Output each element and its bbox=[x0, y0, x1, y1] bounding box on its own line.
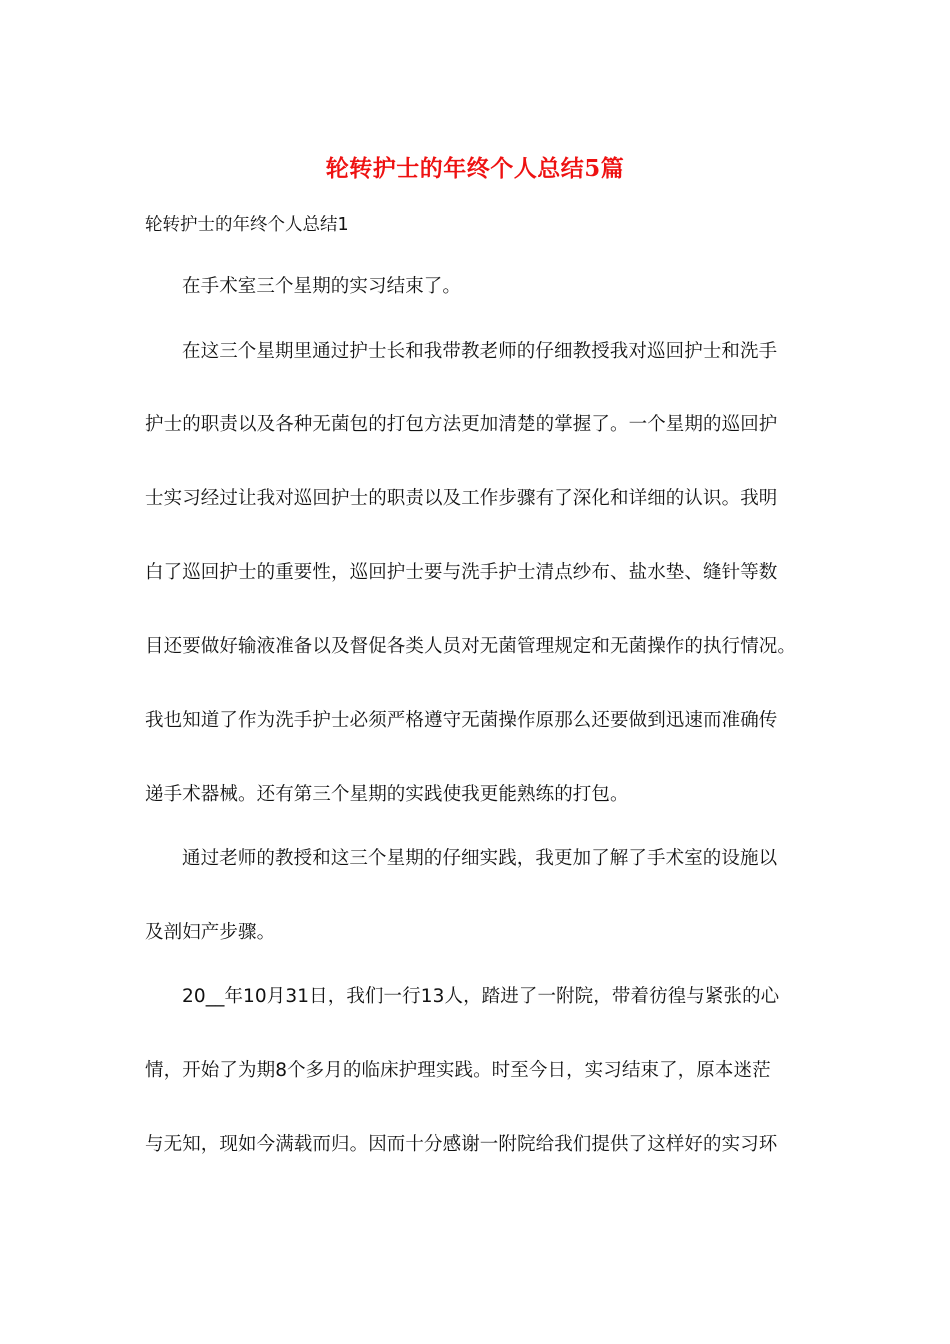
section-heading: 轮转护士的年终个人总结1 bbox=[145, 215, 349, 235]
paragraph-line: 白了巡回护士的重要性，巡回护士要与洗手护士清点纱布、盐水垫、缝针等数 bbox=[145, 562, 778, 583]
paragraph-line: 及剖妇产步骤。 bbox=[145, 922, 276, 943]
paragraph-line: 20__年10月31日，我们一行13人，踏进了一附院，带着彷徨与紧张的心 bbox=[182, 986, 780, 1007]
paragraph-line: 通过老师的教授和这三个星期的仔细实践，我更加了解了手术室的设施以 bbox=[182, 848, 778, 869]
paragraph-line: 与无知，现如今满载而归。因而十分感谢一附院给我们提供了这样好的实习环 bbox=[145, 1134, 778, 1155]
paragraph-line: 护士的职责以及各种无菌包的打包方法更加清楚的掌握了。一个星期的巡回护 bbox=[145, 414, 778, 435]
paragraph-line: 情，开始了为期8个多月的临床护理实践。时至今日，实习结束了，原本迷茫 bbox=[145, 1060, 771, 1081]
document-title: 轮转护士的年终个人总结5篇 bbox=[325, 155, 625, 182]
paragraph-line: 目还要做好输液准备以及督促各类人员对无菌管理规定和无菌操作的执行情况。 bbox=[145, 636, 797, 657]
paragraph-line: 在手术室三个星期的实习结束了。 bbox=[182, 276, 462, 297]
paragraph-line: 递手术器械。还有第三个星期的实践使我更能熟练的打包。 bbox=[145, 784, 629, 805]
paragraph-line: 在这三个星期里通过护士长和我带教老师的仔细教授我对巡回护士和洗手 bbox=[182, 341, 778, 362]
paragraph-line: 我也知道了作为洗手护士必须严格遵守无菌操作原那么还要做到迅速而准确传 bbox=[145, 710, 778, 731]
paragraph-line: 士实习经过让我对巡回护士的职责以及工作步骤有了深化和详细的认识。我明 bbox=[145, 488, 778, 509]
